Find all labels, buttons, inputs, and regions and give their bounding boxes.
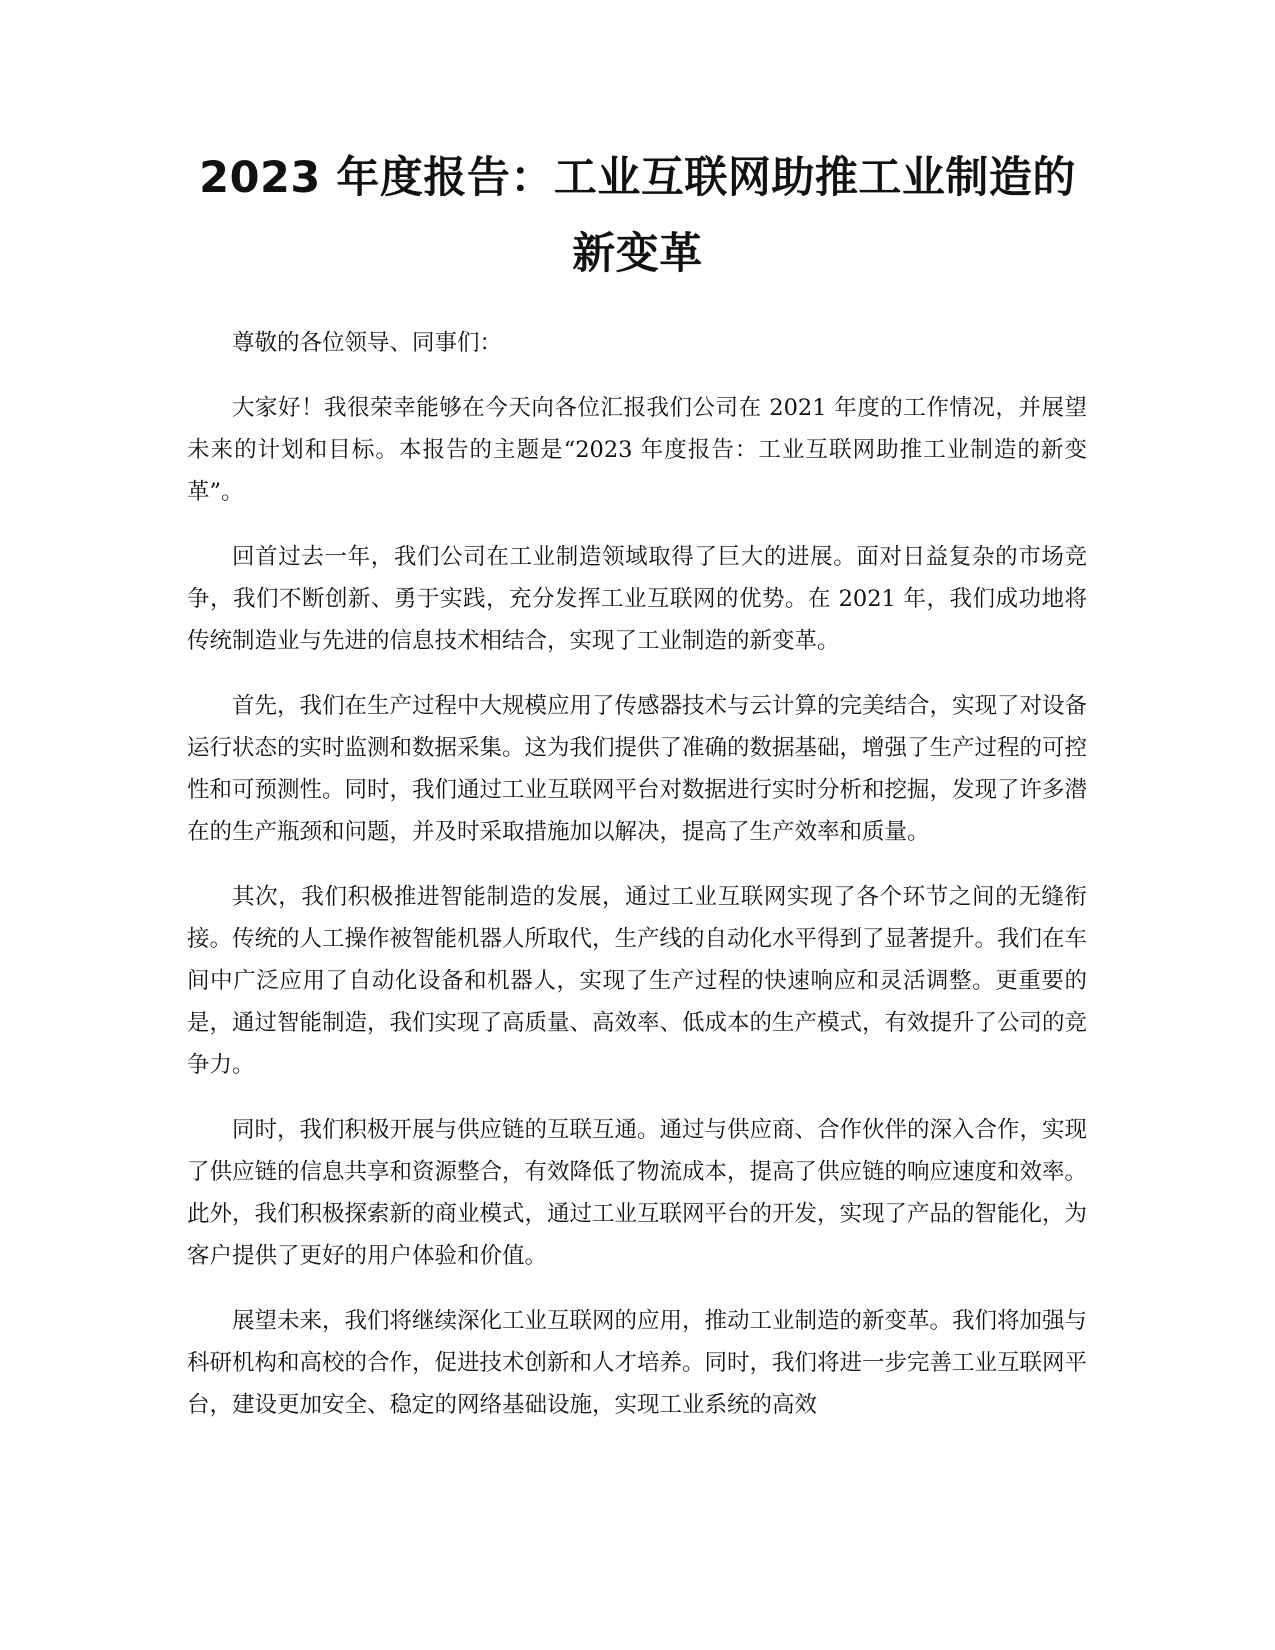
paragraph-salutation: 尊敬的各位领导、同事们： xyxy=(232,330,503,356)
paragraph-greeting: 大家好！我很荣幸能够在今天向各位汇报我们公司在 2021 年度的工作情况，并展望未来的计划和目标。本报告的主题是“2023 年度报告：工业互联网助推工业制造的新变革”。 xyxy=(187,395,1087,505)
title-line-2: 新变革 xyxy=(572,229,703,279)
paragraph-second: 其次，我们积极推进智能制造的发展，通过工业互联网实现了各个环节之间的无缝衔接。传统的人工操作被智能机器人所取代，生产线的自动化水平得到了显著提升。我们在车间中广泛应用了自动化设备和机器人，实现了生产过程的快速响应和灵活调整。更重要的是，通过智能制造，我们实现了高质量、高效率、低成本的生产模式，有效提升了公司的竞争力。 xyxy=(187,884,1088,1078)
document-body xyxy=(187,322,1087,1449)
document-title xyxy=(150,140,1125,292)
paragraph-review: 回首过去一年，我们公司在工业制造领域取得了巨大的进展。面对日益复杂的市场竞争，我们不断创新、勇于实践，充分发挥工业互联网的优势。在 2021 年，我们成功地将传统制造业与先进的信息技术相结合，实现了工业制造的新变革。 xyxy=(187,544,1087,654)
paragraph-first: 首先，我们在生产过程中大规模应用了传感器技术与云计算的完美结合，实现了对设备运行状态的实时监测和数据采集。这为我们提供了准确的数据基础，增强了生产过程的可控性和可预测性。同时，我们通过工业互联网平台对数据进行实时分析和挖掘，发现了许多潜在的生产瓶颈和问题，并及时采取措施加以解决，提高了生产效率和质量。 xyxy=(187,693,1088,845)
paragraph-supply-chain: 同时，我们积极开展与供应链的互联互通。通过与供应商、合作伙伴的深入合作，实现了供应链的信息共享和资源整合，有效降低了物流成本，提高了供应链的响应速度和效率。此外，我们积极探索新的商业模式，通过工业互联网平台的开发，实现了产品的智能化，为客户提供了更好的用户体验和价值。 xyxy=(187,1117,1088,1269)
paragraph-outlook: 展望未来，我们将继续深化工业互联网的应用，推动工业制造的新变革。我们将加强与科研机构和高校的合作，促进技术创新和人才培养。同时，我们将进一步完善工业互联网平台，建设更加安全、稳定的网络基础设施，实现工业系统的高效 xyxy=(187,1308,1088,1418)
title-line-1: 2023 年度报告：工业互联网助推工业制造的 xyxy=(199,153,1076,203)
